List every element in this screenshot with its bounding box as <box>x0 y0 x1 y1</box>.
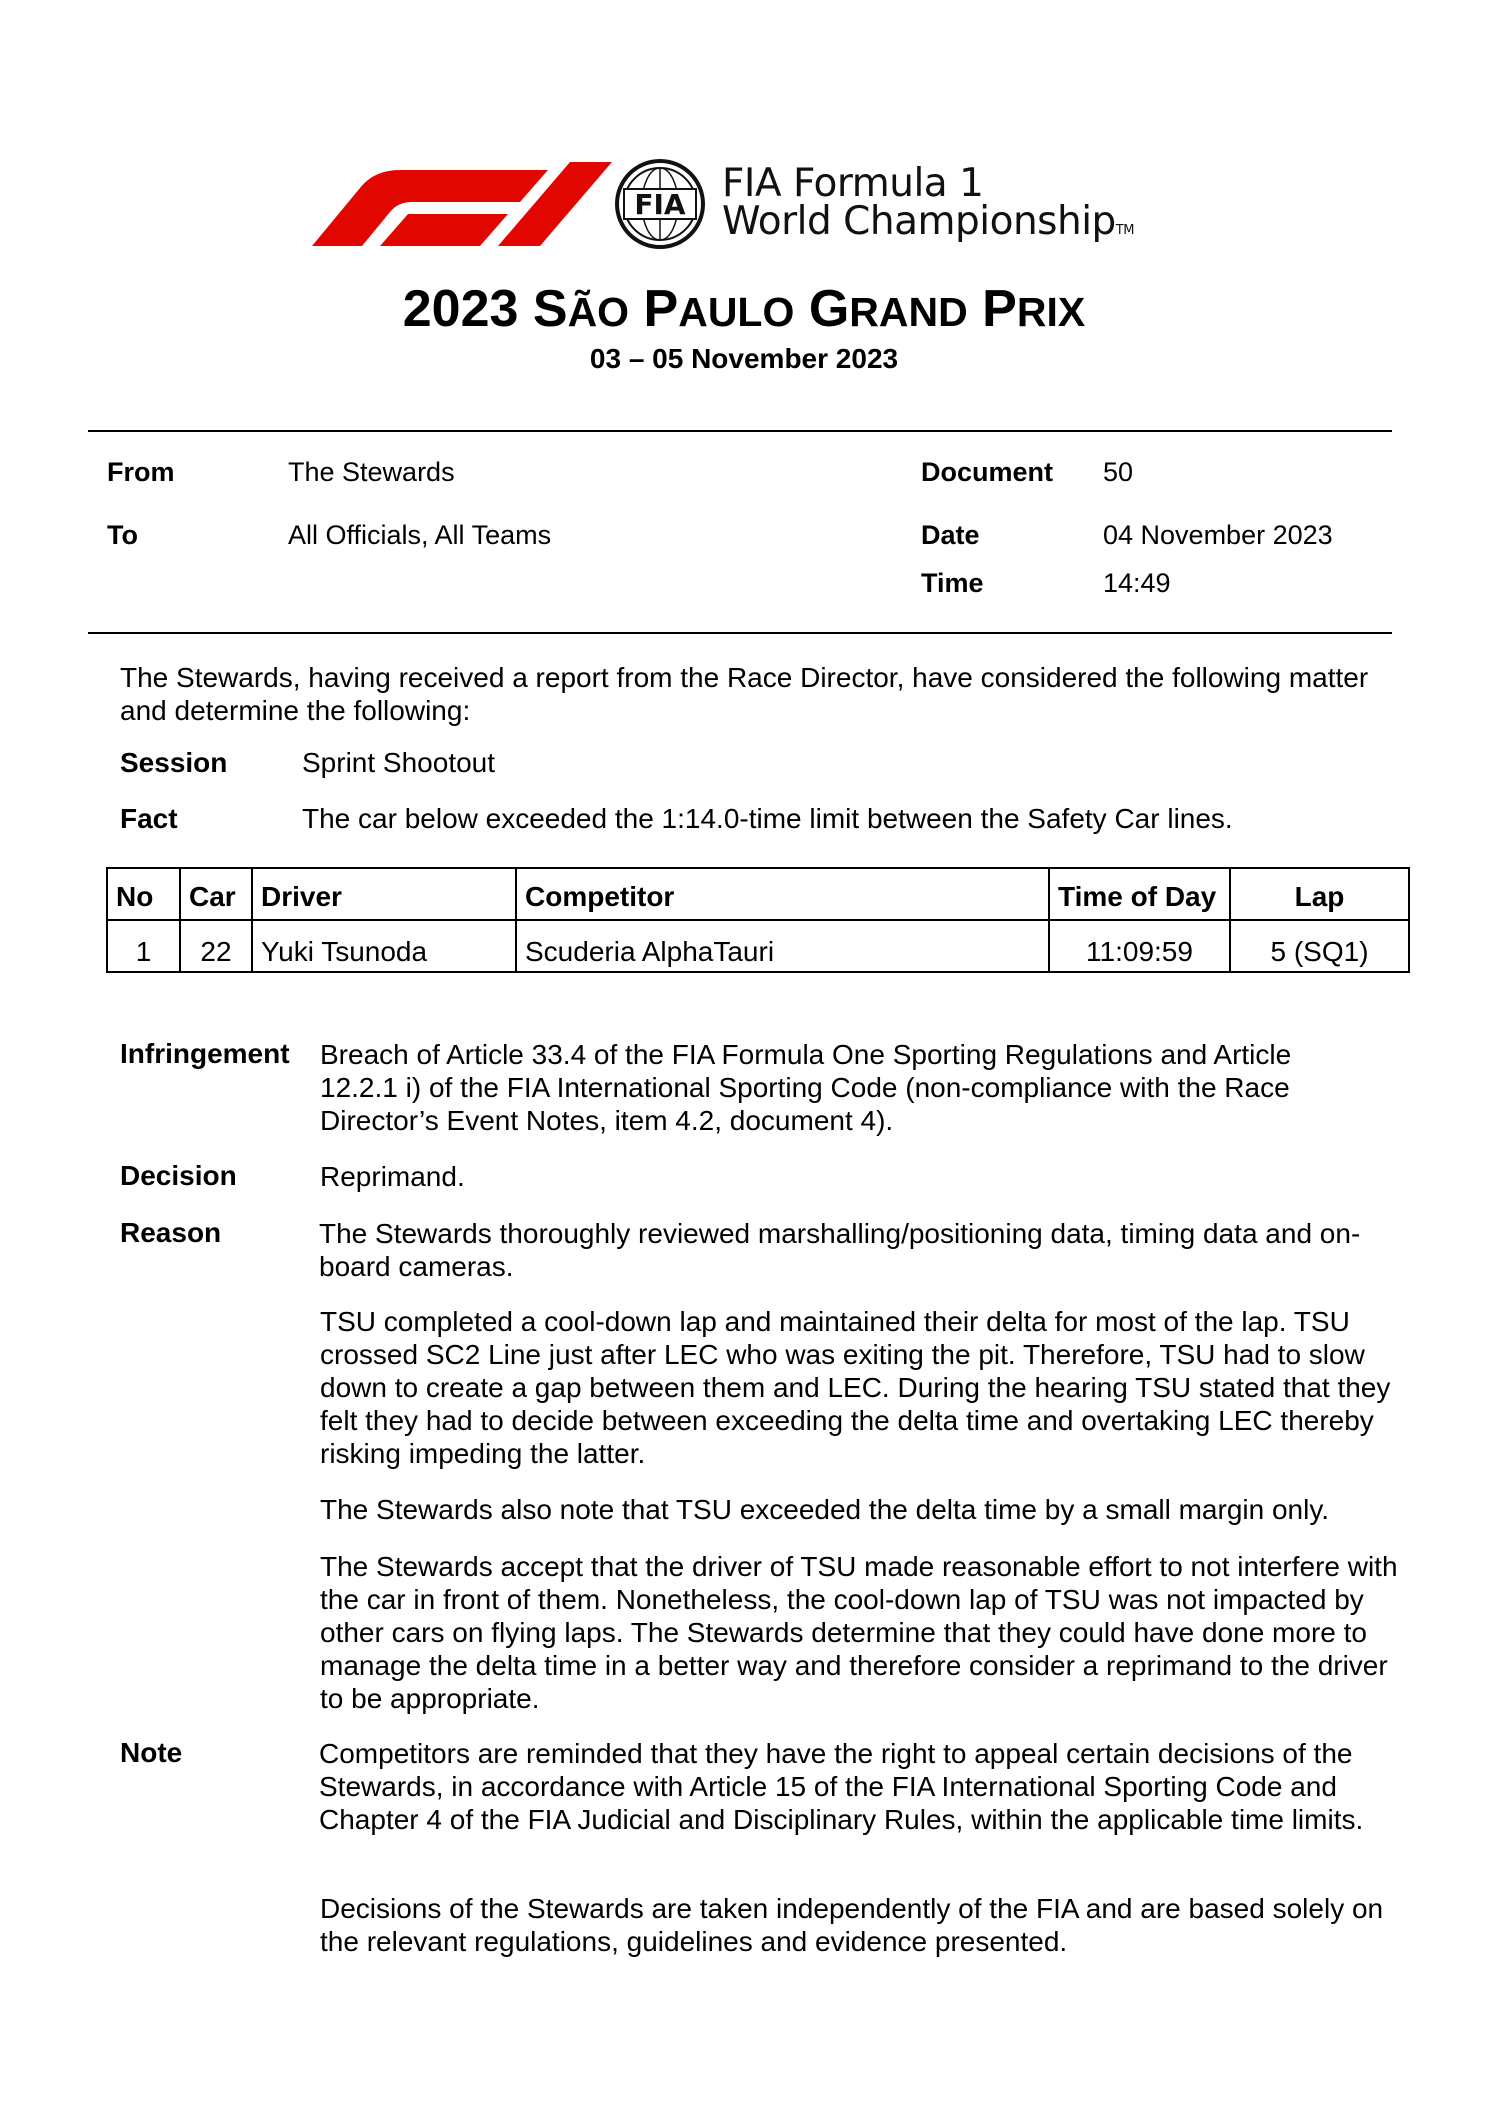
fact-value: The car below exceeded the 1:14.0-time limit between the Safety Car lines. <box>302 803 1233 834</box>
session-value: Sprint Shootout <box>302 747 496 778</box>
infringement-label: Infringement <box>120 1038 290 1069</box>
f1-logo-icon <box>312 162 612 246</box>
table-cell: Yuki Tsunoda <box>252 920 516 972</box>
fact-label: Fact <box>120 803 178 834</box>
to-label: To <box>107 520 138 550</box>
reason-paragraph: The Stewards thoroughly reviewed marshalling/positioning data, timing data and on-board cameras. <box>319 1218 1361 1282</box>
note-paragraph: Decisions of the Stewards are taken independently of the FIA and are based solely on the relevant regulations, guidelines and evidence presented. <box>320 1893 1384 1957</box>
column-header: Driver <box>252 868 516 920</box>
note-label: Note <box>120 1737 183 1768</box>
table-cell: 5 (SQ1) <box>1230 920 1409 972</box>
title-part: RAND <box>849 289 968 335</box>
f1-fia-logo <box>312 158 1192 248</box>
intro-text: The Stewards, having received a report from the Race Director, have considered the following matter and determine the following: <box>120 662 1369 726</box>
date-value: 04 November 2023 <box>1103 520 1333 550</box>
event-dates: 03 – 05 November 2023 <box>589 343 899 374</box>
brand-line-1: FIA Formula 1 <box>722 161 984 206</box>
reason-paragraph: TSU completed a cool-down lap and maintained their delta for most of the lap. TSU crossed SC2 Line just after LEC who was exiting the pit. Therefore, TSU had to slow down to create a gap between them and LEC. During the hearing TSU stated that they felt they had to decide between exceeding the delta time and overtaking LEC thereby risking impeding the latter. <box>320 1306 1391 1469</box>
trademark: TM <box>1115 223 1134 238</box>
table-cell: 11:09:59 <box>1049 920 1230 972</box>
title-part: AULO <box>678 289 795 335</box>
title-part: RIX <box>1016 289 1086 335</box>
title-part: P <box>643 280 679 338</box>
divider-bottom <box>88 632 1392 634</box>
table-cell: Scuderia AlphaTauri <box>516 920 1049 972</box>
decision-value: Reprimand. <box>320 1161 465 1192</box>
column-header: No <box>107 868 180 920</box>
from-label: From <box>107 457 175 487</box>
reason-label: Reason <box>120 1217 222 1248</box>
table-row <box>107 920 1409 972</box>
divider-top <box>88 430 1392 432</box>
table-cell: 1 <box>107 920 180 972</box>
page-title <box>0 279 1488 342</box>
reason-paragraph: The Stewards accept that the driver of TSU made reasonable effort to not interfere with the car in front of them. Nonetheless, the cool-down lap of TSU was not impacted by other cars on flying laps. The Stewards determine that they could have done more to manage the delta time in a better way and therefore consider a reprimand to the driver to be appropriate. <box>320 1551 1398 1714</box>
note-paragraph: Competitors are reminded that they have the right to appeal certain decisions of the Stewards, in accordance with Article 15 of the FIA International Sporting Code and Chapter 4 of the FIA Judicial and Disciplinary Rules, within the applicable time limits. <box>319 1738 1364 1835</box>
title-part: G <box>808 280 850 338</box>
to-value: All Officials, All Teams <box>288 520 552 550</box>
time-value: 14:49 <box>1103 568 1171 598</box>
reason-paragraph: The Stewards also note that TSU exceeded the delta time by a small margin only. <box>320 1494 1330 1525</box>
infringement-table <box>106 867 1410 973</box>
session-label: Session <box>120 747 228 778</box>
date-label: Date <box>921 520 980 550</box>
fia-mark: FIA <box>634 188 686 221</box>
title-part: 2023 S <box>402 280 568 338</box>
brand-line-2-text: World Championship <box>722 199 1116 244</box>
column-header: Time of Day <box>1049 868 1230 920</box>
column-header: Lap <box>1230 868 1409 920</box>
title-part: ÃO <box>567 289 630 335</box>
table-cell: 22 <box>180 920 252 972</box>
decision-label: Decision <box>120 1160 237 1191</box>
table-header-row <box>107 868 1409 920</box>
brand-line-2 <box>722 199 1134 250</box>
column-header: Competitor <box>516 868 1049 920</box>
from-value: The Stewards <box>288 457 455 487</box>
title-part: P <box>982 280 1017 338</box>
column-header: Car <box>180 868 252 920</box>
document-value: 50 <box>1103 457 1134 487</box>
time-label: Time <box>921 568 984 598</box>
document-label: Document <box>921 457 1054 487</box>
fia-emblem-icon <box>606 158 714 250</box>
infringement-value: Breach of Article 33.4 of the FIA Formula One Sporting Regulations and Article 12.2.1 i) of the FIA International Sporting Code (non-compliance with the Race Director’s Event Notes, item 4.2, document 4). <box>320 1039 1292 1136</box>
